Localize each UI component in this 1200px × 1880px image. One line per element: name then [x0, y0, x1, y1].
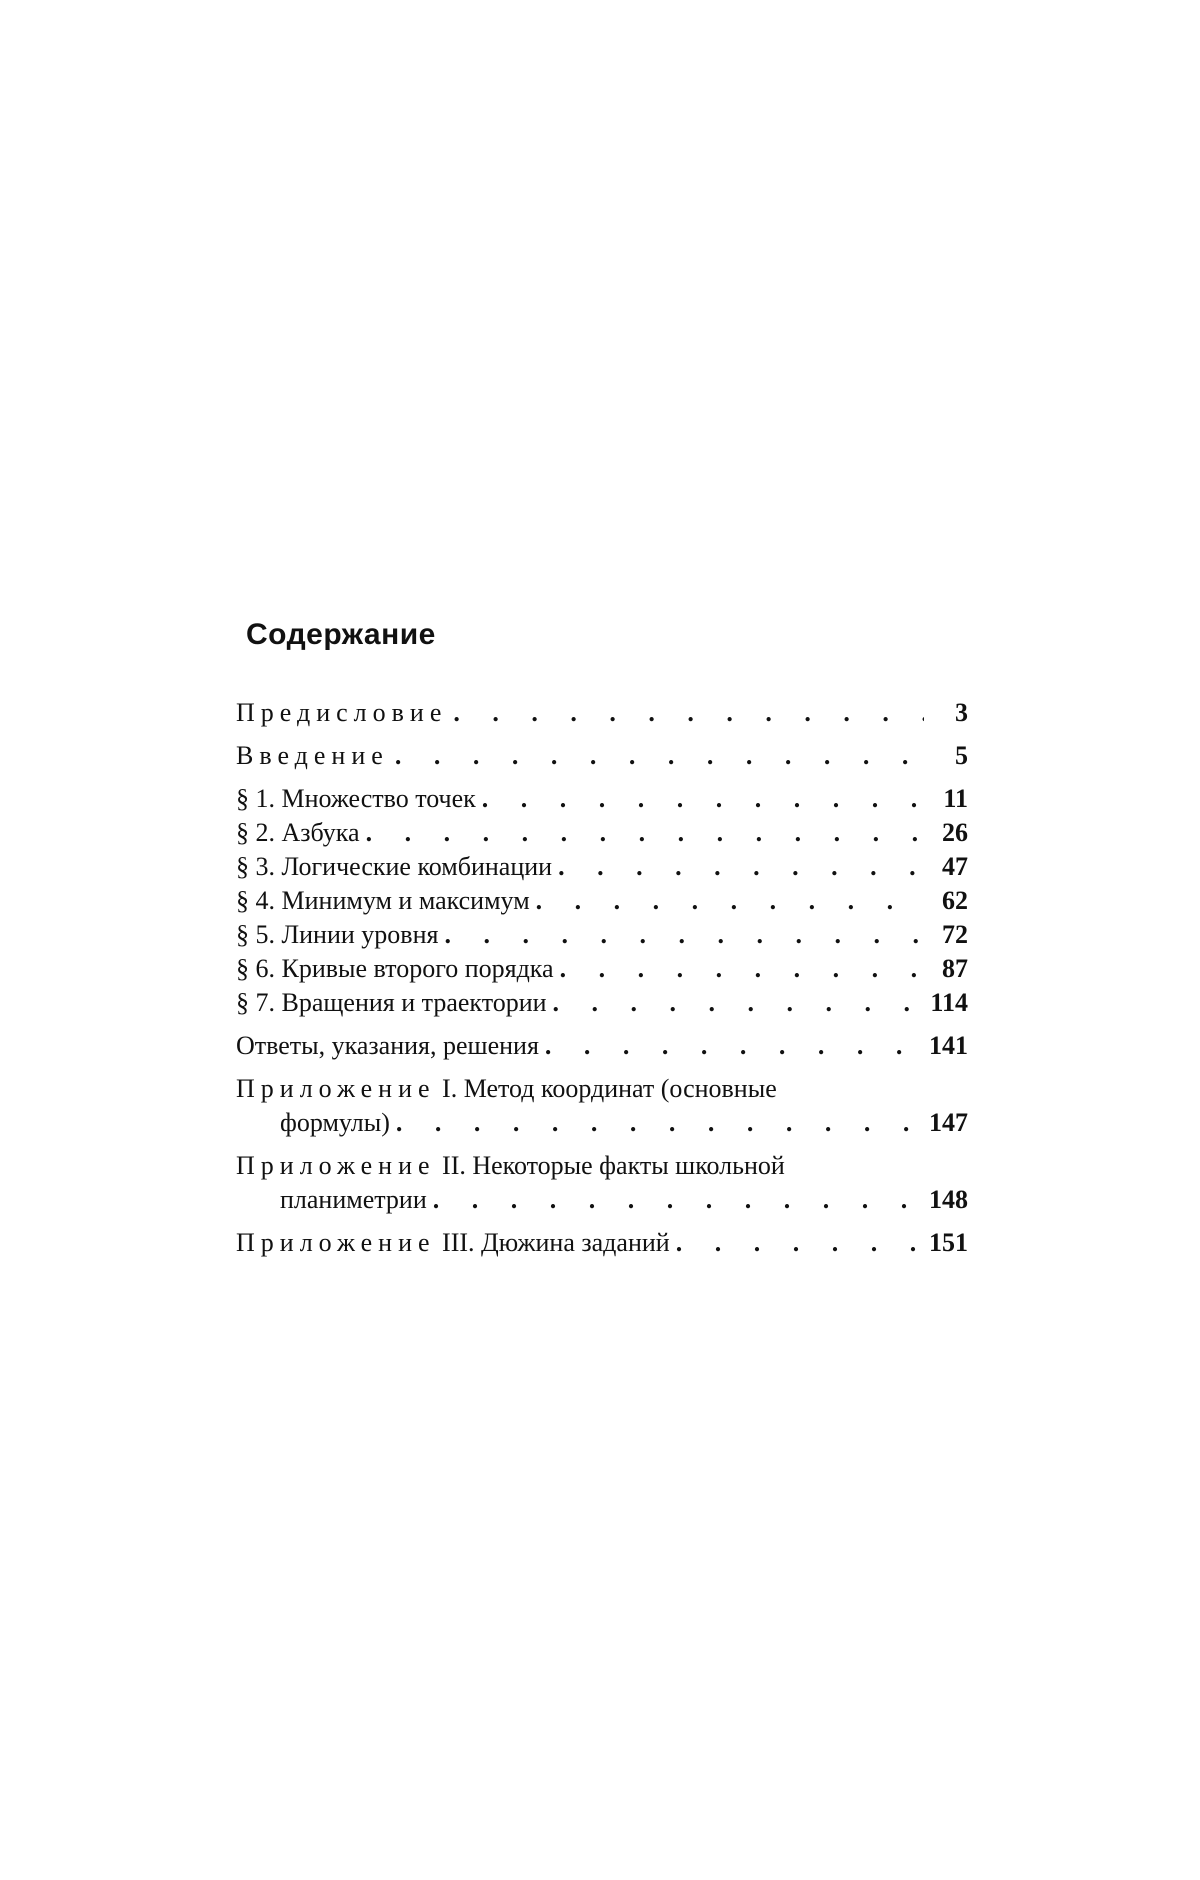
toc-entry-label: Предисловие: [236, 698, 448, 727]
dot-leader: [539, 1029, 924, 1063]
toc-entry-label: § 6. Кривые второго порядка: [236, 954, 554, 983]
toc-page-number: 62: [942, 886, 968, 915]
toc-entry-label-wrap: планиметрии: [280, 1185, 427, 1214]
toc-entry-section-2: [236, 816, 968, 850]
toc-entry-label: § 4. Минимум и максимум: [236, 886, 530, 915]
toc-entry-label: § 7. Вращения и траектории: [236, 988, 547, 1017]
toc-page-number: 114: [930, 988, 968, 1017]
toc-entry-label: Приложение: [236, 1151, 436, 1180]
toc-entry-appendix-1: [236, 1072, 968, 1140]
table-of-contents: [236, 696, 968, 1260]
toc-page-number: 26: [942, 818, 968, 847]
toc-entry-label: § 1. Множество точек: [236, 784, 476, 813]
dot-leader: [360, 816, 924, 850]
page-title: Содержание: [246, 618, 436, 651]
dot-leader: [554, 952, 924, 986]
toc-entry-label: Приложение: [236, 1074, 436, 1103]
toc-entry-label-continued: II. Некоторые факты школьной: [435, 1151, 785, 1180]
dot-leader: [390, 1106, 924, 1140]
dot-leader: [389, 739, 924, 773]
toc-entry-section-5: [236, 918, 968, 952]
toc-page-number: 147: [929, 1108, 968, 1137]
toc-page-number: 72: [942, 920, 968, 949]
toc-entry-appendix-2: [236, 1149, 968, 1217]
toc-entry-label-wrap: формулы): [280, 1108, 390, 1137]
toc-page-number: 141: [929, 1031, 968, 1060]
toc-page-number: 3: [955, 698, 968, 727]
toc-entry-label: § 3. Логические комбинации: [236, 852, 553, 881]
toc-entry-appendix-3: [236, 1226, 968, 1260]
dot-leader: [530, 884, 924, 918]
toc-entry-section-7: [236, 986, 968, 1020]
dot-leader: [670, 1226, 924, 1260]
toc-page-number: 148: [929, 1185, 968, 1214]
toc-entry-answers: [236, 1029, 968, 1063]
toc-page-number: 87: [942, 954, 968, 983]
toc-entry-section-3: [236, 850, 968, 884]
toc-entry-label: § 5. Линии уровня: [236, 920, 439, 949]
dot-leader: [427, 1183, 924, 1217]
toc-entry-section-4: [236, 884, 968, 918]
toc-entry-label: Введение: [236, 741, 389, 770]
toc-entry-section-1: [236, 782, 968, 816]
dot-leader: [438, 918, 924, 952]
toc-entry-preface: [236, 696, 968, 730]
dot-leader: [547, 986, 924, 1020]
toc-entry-label-continued: I. Метод координат (основные: [435, 1074, 777, 1103]
toc-page-number: 151: [929, 1228, 968, 1257]
toc-entry-section-6: [236, 952, 968, 986]
dot-leader: [552, 850, 924, 884]
toc-entry-label-continued: III. Дюжина заданий: [435, 1228, 670, 1257]
toc-entry-introduction: [236, 739, 968, 773]
dot-leader: [447, 696, 924, 730]
toc-page-number: 47: [942, 852, 968, 881]
toc-page-number: 5: [955, 741, 968, 770]
toc-entry-label: Ответы, указания, решения: [236, 1031, 539, 1060]
toc-entry-label: § 2. Азбука: [236, 818, 360, 847]
toc-page-number: 11: [943, 784, 968, 813]
toc-entry-label: Приложение: [236, 1228, 436, 1257]
dot-leader: [476, 782, 924, 816]
